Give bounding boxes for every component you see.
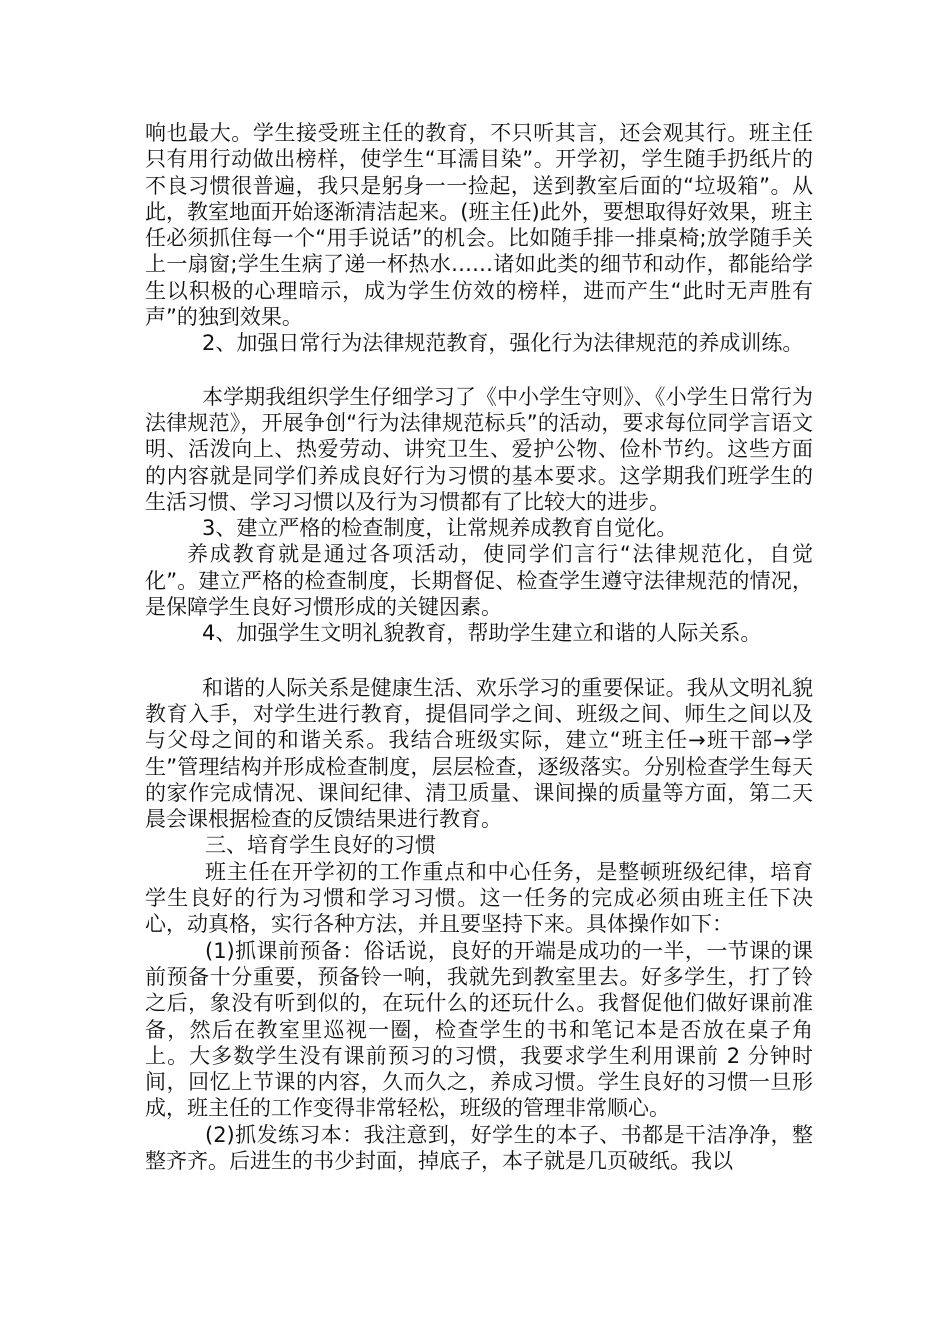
- paragraph-5: 班主任在开学初的工作重点和中心任务，是整顿班级纪律，培育学生良好的行为习惯和学习习惯。这一任务的完成必须由班主任下决心，动真格，实行各种方法，并且要坚持下来。具体操作如下：: [145, 859, 813, 937]
- section-heading-3: 三、培育学生良好的习惯: [205, 833, 436, 858]
- heading-4: 4、加强学生文明礼貌教育，帮助学生建立和谐的人际关系。: [202, 621, 762, 646]
- heading-3: 3、建立严格的检查制度，让常规养成教育自觉化。: [202, 516, 678, 541]
- paragraph-6: (1)抓课前预备：俗话说，良好的开端是成功的一半，一节课的课前预备十分重要，预备铃一响，我就先到教室里去。好多学生，打了铃之后，象没有听到似的，在玩什么的还玩什么。我督促他们做好课前准备，然后在教室里巡视一圈，检查学生的书和笔记本是否放在桌子角上。大多数学生没有课前预习的习惯，我要求学生利用课前 2 分钟时间，回忆上节课的内容，久而久之，养成习惯。学生良好的习惯一旦形成，班主任的工作变得非常轻松，班级的管理非常顺心。: [145, 938, 813, 1121]
- heading-2: 2、加强日常行为法律规范教育，强化行为法律规范的养成训练。: [202, 331, 804, 356]
- paragraph-2: 本学期我组织学生仔细学习了《中小学生守则》、《小学生日常行为法律规范》，开展争创“行为法律规范标兵”的活动，要求每位同学言语文明、活泼向上、热爱劳动、讲究卫生、爱护公物、俭朴节约。这些方面的内容就是同学们养成良好行为习惯的基本要求。这学期我们班学生的生活习惯、学习习惯以及行为习惯都有了比较大的进步。: [145, 384, 813, 514]
- paragraph-1: 响也最大。学生接受班主任的教育，不只听其言，还会观其行。班主任只有用行动做出榜样，使学生“耳濡目染”。开学初，学生随手扔纸片的不良习惯很普遍，我只是躬身一一捡起，送到教室后面的“垃圾箱”。从此，教室地面开始逐渐清洁起来。(班主任)此外，要想取得好效果，班主任必须抓住每一个“用手说话”的机会。比如随手排一排桌椅;放学随手关上一扇窗;学生生病了递一杯热水……诸如此类的细节和动作，都能给学生以积极的心理暗示，成为学生仿效的榜样，进而产生“此时无声胜有声”的独到效果。: [145, 121, 813, 330]
- paragraph-3: 养成教育就是通过各项活动，使同学们言行“法律规范化，自觉化”。建立严格的检查制度，长期督促、检查学生遵守法律规范的情况，是保障学生良好习惯形成的关键因素。: [145, 542, 813, 620]
- body-text: [145, 120, 813, 1174]
- paragraph-7: (2)抓发练习本：我注意到，好学生的本子、书都是干洁净净，整整齐齐。后进生的书少封面，掉底子，本子就是几页破纸。我以: [145, 1122, 813, 1173]
- paragraph-4: 和谐的人际关系是健康生活、欢乐学习的重要保证。我从文明礼貌教育入手，对学生进行教育，提倡同学之间、班级之间、师生之间以及与父母之间的和谐关系。我结合班级实际，建立“班主任→班干部→学生”管理结构并形成检查制度，层层检查，逐级落实。分别检查学生每天的家作完成情况、课间纪律、清卫质量、课间操的质量等方面，第二天晨会课根据检查的反馈结果进行教育。: [145, 675, 813, 832]
